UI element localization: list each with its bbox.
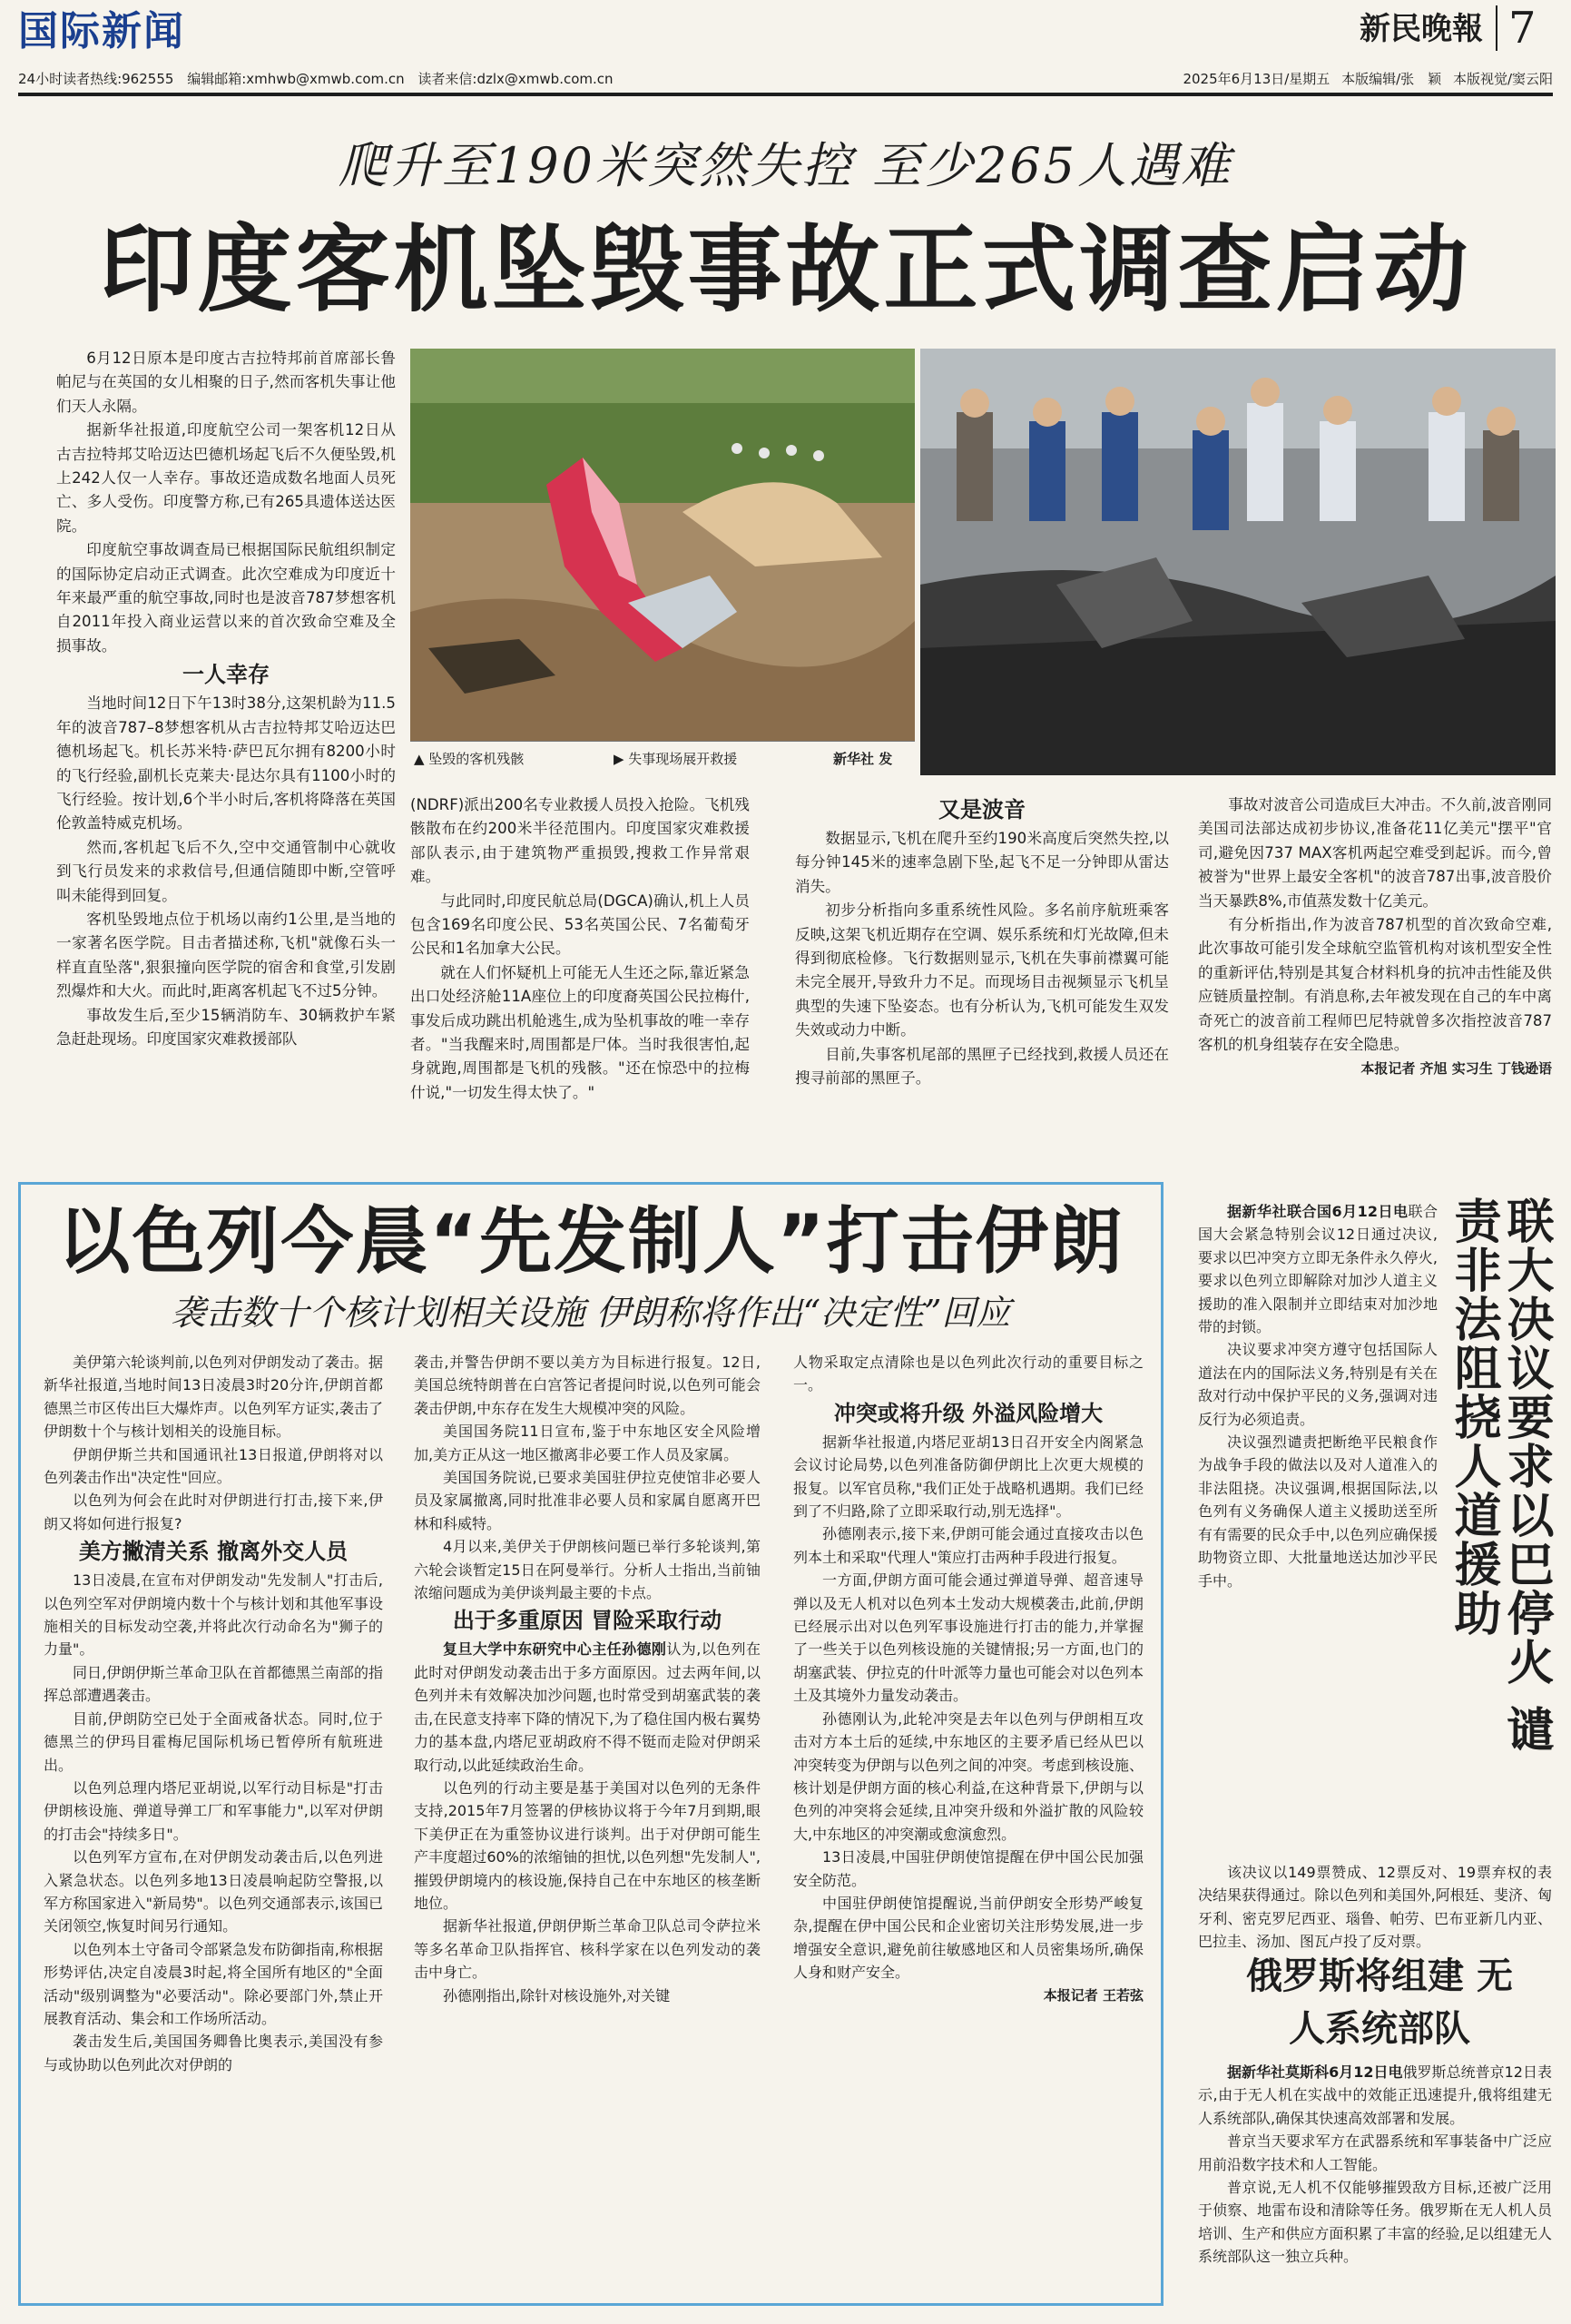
story3-paragraph: 该决议以149票赞成、12票反对、19票弃权的表决结果获得通过。除以色列和美国外,阿根廷、斐济、匈牙利、密克罗尼西亚、瑙鲁、帕劳、巴布亚新几内亚、巴拉圭、汤加、图瓦卢投了反对票。	[1198, 1864, 1552, 1951]
masthead-info-left	[18, 69, 614, 89]
story2-paragraph: 中国驻伊朗使馆提醒说,当前伊朗安全形势严峻复杂,提醒在伊中国公民和企业密切关注形势发展,进一步增强安全意识,避免前往敏感地区和人员密集场所,确保人身和财产安全。	[793, 1894, 1144, 1982]
story1-paragraph: 事故发生后,至少15辆消防车、30辆救护车紧急赶赴现场。印度国家灾难救援部队	[56, 1006, 396, 1048]
story2-paragraph: 美国国务院说,已要求美国驻伊拉克使馆非必要人员及家属撤离,同时批准非必要人员和家属自愿离开巴林和科威特。	[414, 1469, 761, 1532]
page-number: 7	[1508, 3, 1537, 54]
section-title: 国际新闻	[18, 8, 185, 54]
story1-paragraph: 当地时间12日下午13时38分,这架机龄为11.5年的波音787–8梦想客机从古吉拉特邦艾哈迈达巴德机场起飞。机长苏米特·萨巴瓦尔拥有8200小时的飞行经验,副机长克莱夫·昆达尔具有1100小时的飞行经验。按计划,6个半小时后,客机将降落在英国伦敦盖特威克机场。	[56, 694, 396, 832]
story2-column-3	[793, 1351, 1144, 2291]
story1-paragraph: 客机坠毁地点位于机场以南约1公里,是当地的一家著名医学院。目击者描述称,飞机"就像石头一样直直坠落",狠狠撞向医学院的宿舍和食堂,引发剧烈爆炸和大火。而此时,距离客机起飞不过5分钟。	[56, 910, 396, 1000]
story3-headline: 联大决议要求以巴停火 谴责非法阻挠人道援助	[1446, 1196, 1553, 1755]
photo-credit: 新华社 发	[833, 751, 893, 767]
story1-paragraph: 有分析指出,作为波音787机型的首次致命空难,此次事故可能引发全球航空监管机构对该机型安全性的重新评估,特别是其复合材料机身的抗冲击性能及供应链质量控制。有消息称,去年被发现在自己的车中离奇死亡的波音前工程师巴尼特就曾多次指控波音787客机的机身组装存在安全隐患。	[1198, 916, 1552, 1054]
story2-paragraph: 美国国务院11日宣布,鉴于中东地区安全风险增加,美方正从这一地区撤离非必要工作人员及家属。	[414, 1423, 761, 1463]
story2-paragraph: 以色列的行动主要是基于美国对以色列的无条件支持,2015年7月签署的伊核协议将于今年7月到期,眼下美伊正在为重签协议进行谈判。出于对伊朗可能生产丰度超过60%的浓缩铀的担忧,以色列想"先发制人",摧毁伊朗境内的核设施,保持自己在中东地区的核垄断地位。	[414, 1778, 761, 1912]
photo-caption-left: ▲ 坠毁的客机残骸	[414, 751, 525, 767]
story2-subhead-reasons: 出于多重原因 冒险采取行动	[452, 1608, 722, 1634]
story1-column-4	[1198, 793, 1552, 1256]
story2-paragraph: 美伊第六轮谈判前,以色列对伊朗发动了袭击。据新华社报道,当地时间13日凌晨3时20分许,伊朗首都德黑兰市区传出巨大爆炸声。以色列军方证实,袭击了伊朗数十个与核计划相关的设施目标。	[44, 1354, 383, 1441]
story1-column-1	[56, 347, 396, 1256]
story2-column-2	[414, 1351, 761, 2291]
story3-body-wide	[1198, 1861, 1552, 1951]
story2-paragraph: 以色列总理内塔尼亚胡说,以军行动目标是"打击伊朗核设施、弹道导弹工厂和军事能力",以军对伊朗的打击会"持续多日"。	[44, 1778, 383, 1843]
photo-wreckage	[410, 349, 915, 741]
story2-paragraph: 袭击发生后,美国国务卿鲁比奥表示,美国没有参与或协助以色列此次对伊朗的	[44, 2033, 383, 2073]
paper-name: 新民晚報	[1360, 11, 1483, 47]
story2-paragraph: 据新华社报道,伊朗伊斯兰革命卫队总司令萨拉米等多名革命卫队指挥官、核科学家在以色列发动的袭击中身亡。	[414, 1917, 761, 1982]
story3-body	[1198, 1200, 1438, 1890]
story2-paragraph: 伊朗伊斯兰共和国通讯社13日报道,伊朗将对以色列袭击作出"决定性"回应。	[44, 1445, 383, 1487]
story4-body	[1198, 2061, 1552, 2308]
page-editor: 本版编辑/张 颖	[1341, 71, 1442, 87]
story2-paragraph: 一方面,伊朗方面可能会通过弹道导弹、超音速导弹以及无人机对以色列本土发动大规模袭击,此前,伊朗已经展示出对以色列军事设施进行打击的能力,并掌握了一些关于以色列核设施的关键情报;另一方面,也门的胡塞武装、伊拉克的什叶派等力量也可能会对以色列本土及其境外力量发动袭击。	[793, 1571, 1144, 1705]
story3-dateline: 据新华社联合国6月12日电	[1227, 1203, 1409, 1220]
story1-paragraph: 就在人们怀疑机上可能无人生还之际,靠近紧急出口处经济舱11A座位上的印度裔英国公民拉梅什,事发后成功跳出机舱逃生,成为坠机事故的唯一幸存者。"当我醒来时,周围都是尸体。当时我很害怕,起身就跑,周围都是飞机的残骸。"还在惊恐中的拉梅什说,"一切发生得太快了。"	[410, 963, 750, 1101]
story4-paragraph-lead	[1198, 2061, 1552, 2130]
story3-paragraph: 决议要求冲突方遵守包括国际人道法在内的国际法义务,特别是有关在敌对行动中保护平民的义务,强调对违反行为必须追责。	[1198, 1341, 1438, 1428]
story1-headline: 印度客机坠毁事故正式调查启动	[99, 214, 1472, 325]
photo-caption-right: ▶ 失事现场展开救援	[614, 751, 738, 767]
story2-expert-text: 认为,以色列在此时对伊朗发动袭击出于多方面原因。过去两年间,以色列并未有效解决加沙问题,也时常受到胡塞武装的袭击,在民意支持率下降的情况下,为了稳住国内极右翼势力的基本盘,内塔尼亚胡政府不得不铤而走险对伊朗采取行动,以此延续政治生命。	[414, 1640, 761, 1774]
story2-subhead-escalation: 冲突或将升级 外溢风险增大	[833, 1400, 1104, 1426]
story2-paragraph: 13日凌晨,在宣布对伊朗发动"先发制人"打击后,以色列空军对伊朗境内数十个与核计划和其他军事设施相关的目标发动空袭,并将此次行动命名为"狮子的力量"。	[44, 1571, 383, 1659]
story2-expert-name: 复旦大学中东研究中心主任孙德刚	[443, 1640, 667, 1659]
story1-paragraph: 6月12日原本是印度古吉拉特邦前首席部长鲁帕尼与在英国的女儿相聚的日子,然而客机失事让他们天人永隔。	[56, 350, 396, 415]
story1-paragraph: 初步分析指向多重系统性风险。多名前序航班乘客反映,这架飞机近期存在空调、娱乐系统和灯光故障,但未得到彻底检修。飞行数据则显示,飞机在失事前襟翼可能未完全展开,导致升力不足。而现场目击视频显示飞机呈典型的失速下坠姿态。也有分析认为,飞机可能发生双发失效或动力中断。	[795, 901, 1169, 1039]
story1-subhead-boeing: 又是波音	[938, 797, 1026, 822]
story2-subhead: 袭击数十个核计划相关设施 伊朗称将作出“决定性”回应	[171, 1293, 1011, 1333]
story1-paragraph: 与此同时,印度民航总局(DGCA)确认,机上人员包含169名印度公民、53名英国公民、7名葡萄牙公民和1名加拿大公民。	[410, 891, 750, 958]
story3-lead-text: 联合国大会紧急特别会议12日通过决议,要求以巴冲突方立即无条件永久停火,要求以色列立即解除对加沙人道主义援助的准入限制并立即结束对加沙地带的封锁。	[1198, 1203, 1438, 1336]
story2-paragraph: 袭击,并警告伊朗不要以美方为目标进行报复。12日,美国总统特朗普在白宫答记者提问时说,以色列可能会袭击伊朗,中东存在发生大规模冲突的风险。	[414, 1354, 761, 1417]
story1-paragraph: 数据显示,飞机在爬升至约190米高度后突然失控,以每分钟145米的速率急剧下坠,起飞不足一分钟即从雷达消失。	[795, 830, 1169, 895]
story4-paragraph: 普京当天要求军方在武器系统和军事装备中广泛应用前沿数字技术和人工智能。	[1198, 2132, 1552, 2173]
story2-subhead-us: 美方撇清关系 撤离外交人员	[78, 1539, 349, 1565]
story2-paragraph: 13日凌晨,中国驻伊朗使馆提醒在伊中国公民加强安全防范。	[793, 1848, 1144, 1889]
story4-dateline: 据新华社莫斯科6月12日电	[1227, 2063, 1403, 2081]
story1-paragraph: (NDRF)派出200名专业救援人员投入抢险。飞机残骸散布在约200米半径范围内。印度国家灾难救援部队表示,由于建筑物严重损毁,搜救工作异常艰难。	[410, 796, 750, 886]
story2-paragraph: 以色列本土守备司令部紧急发布防御指南,称根据形势评估,决定自凌晨3时起,将全国所有地区的"全面活动"级别调整为"必要活动"。除必要部门外,禁止开展教育活动、集会和工作场所活动。	[44, 1940, 383, 2027]
story2-paragraph: 据新华社报道,内塔尼亚胡13日召开安全内阁紧急会议讨论局势,以色列准备防御伊朗比上次更大规模的报复。以军官员称,"我们正处于战略机遇期。我们已经到了不归路,除了立即采取行动,别无选择"。	[793, 1433, 1144, 1521]
issue-date: 2025年6月13日/星期五	[1183, 71, 1330, 87]
photo-rescue	[920, 349, 1556, 775]
story1-paragraph: 据新华社报道,印度航空公司一架客机12日从古吉拉特邦艾哈迈达巴德机场起飞后不久便坠毁,机上242人仅一人幸存。事故还造成数名地面人员死亡、多人受伤。印度警方称,已有265具遗体送达医院。	[56, 421, 396, 535]
story1-paragraph: 印度航空事故调查局已根据国际民航组织制定的国际协定启动正式调查。此次空难成为印度近十年来最严重的航空事故,同时也是波音787梦想客机自2011年投入商业运营以来的首次致命空难及全损事故。	[56, 541, 396, 655]
story2-paragraph: 孙德刚认为,此轮冲突是去年以色列与伊朗相互攻击对方本土后的延续,中东地区的主要矛盾已经从巴以冲突转变为伊朗与以色列之间的冲突。考虑到核设施、核计划是伊朗方面的核心利益,在这种背景下,伊朗与以色列的冲突将会延续,且冲突升级和外溢扩散的风险较大,中东地区的冲突潮或愈演愈烈。	[793, 1709, 1144, 1843]
story4-paragraph: 普京说,无人机不仅能够摧毁敌方目标,还被广泛用于侦察、地雷布设和清除等任务。俄罗斯在无人机人员培训、生产和供应方面积累了丰富的经验,足以组建无人系统部队这一独立兵种。	[1198, 2179, 1552, 2266]
story1-paragraph: 目前,失事客机尾部的黑匣子已经找到,救援人员还在搜寻前部的黑匣子。	[795, 1045, 1169, 1088]
photo-caption-rule	[410, 741, 915, 742]
story2-paragraph: 目前,伊朗防空已处于全面戒备状态。同时,位于德黑兰的伊玛目霍梅尼国际机场已暂停所有航班进出。	[44, 1709, 383, 1774]
story1-paragraph: 然而,客机起飞后不久,空中交通管制中心就收到飞行员发来的求救信号,但通信随即中断,空管呼叫未能得到回复。	[56, 838, 396, 904]
masthead-info-right	[1183, 69, 1553, 89]
wreckage-illustration	[410, 349, 915, 741]
story2-paragraph: 人物采取定点清除也是以色列此次行动的重要目标之一。	[793, 1354, 1144, 1394]
page-visual: 本版视觉/窦云阳	[1452, 71, 1553, 87]
story1-kicker: 爬升至190米突然失控 至少265人遇难	[338, 137, 1233, 194]
story3-paragraph-lead	[1198, 1200, 1438, 1338]
story4-lead-text: 俄罗斯总统普京12日表示,由于无人机在实战中的效能正迅速提升,俄将组建无人系统部队,确保其快速高效部署和发展。	[1198, 2063, 1552, 2127]
story1-byline: 本报记者 齐旭 实习生 丁钱逊语	[1360, 1060, 1552, 1078]
story3-paragraph: 决议强烈谴责把断绝平民粮食作为战争手段的做法以及对人道准入的非法阻挠。决议强调,根据国际法,以色列有义务确保人道主义援助送至所有有需要的民众手中,以色列应确保援助物资立即、大批量地送达加沙平民手中。	[1198, 1433, 1438, 1590]
story1-paragraph: 事故对波音公司造成巨大冲击。不久前,波音刚同美国司法部达成初步协议,准备花11亿美元"摆平"官司,避免因737 MAX客机两起空难受到起诉。而今,曾被誉为"世界上最安全客机"的波音787出事,波音股价当天暴跌8%,市值蒸发数十亿美元。	[1198, 796, 1552, 910]
story2-headline: 以色列今晨“先发制人”打击伊朗	[57, 1199, 1124, 1284]
masthead-rule	[18, 93, 1553, 96]
story2-paragraph: 同日,伊朗伊斯兰革命卫队在首都德黑兰南部的指挥总部遭遇袭击。	[44, 1663, 383, 1705]
story2-paragraph: 以色列为何会在此时对伊朗进行打击,接下来,伊朗又将如何进行报复?	[44, 1492, 383, 1532]
reader-mail: 读者来信:dzlx@xmwb.com.cn	[417, 71, 614, 87]
story2-paragraph-lead	[414, 1638, 761, 1776]
rescue-illustration	[920, 349, 1556, 775]
story2-paragraph: 4月以来,美伊关于伊朗核问题已举行多轮谈判,第六轮会谈暂定15日在阿曼举行。分析人士指出,当前铀浓缩问题成为美伊谈判最主要的卡点。	[414, 1538, 761, 1602]
masthead-divider	[1496, 5, 1497, 51]
story1-subhead-survivor: 一人幸存	[182, 662, 270, 688]
hotline: 24小时读者热线:962555	[18, 71, 174, 87]
story2-paragraph: 以色列军方宣布,在对伊朗发动袭击后,以色列进入紧急状态。以色列多地13日凌晨响起防空警报,以军方称国家进入"新局势"。以色列交通部表示,该国已关闭领空,恢复时间另行通知。	[44, 1848, 383, 1935]
story2-byline: 本报记者 王若弦	[1043, 1986, 1144, 2004]
story4-headline: 俄罗斯将组建 无人系统部队	[1246, 1955, 1513, 2050]
story2-paragraph: 孙德刚表示,接下来,伊朗可能会通过直接攻击以色列本土和采取"代理人"策应打击两种手段进行报复。	[793, 1525, 1144, 1566]
story2-column-1	[44, 1351, 383, 2291]
story2-paragraph: 孙德刚指出,除针对核设施外,对关键	[443, 1986, 671, 2004]
editor-mail: 编辑邮箱:xmhwb@xmwb.com.cn	[187, 71, 405, 87]
